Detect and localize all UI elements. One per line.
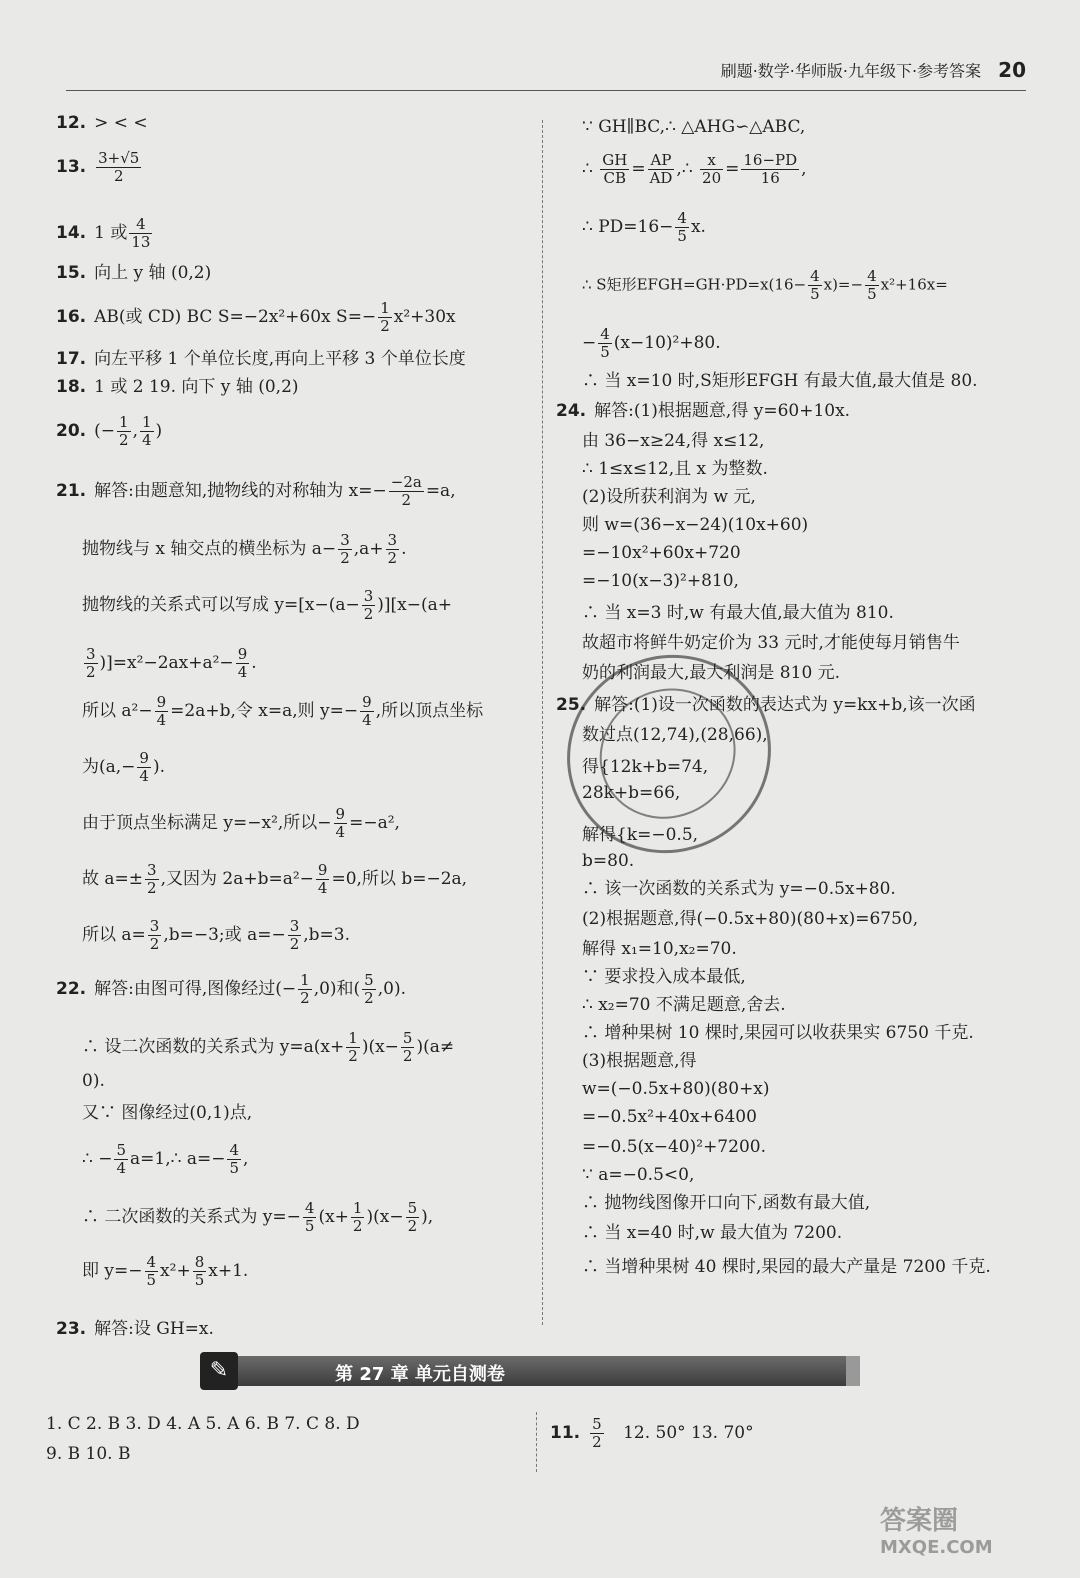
choice-answers-row1: 1. C 2. B 3. D 4. A 5. A 6. B 7. C 8. D (46, 1414, 360, 1434)
answer-number: 12. (56, 113, 87, 133)
answer-22-line: 即 y=− $\frac{4}{5}$ x²+ $\frac{8}{5}$ x+1. (82, 1253, 249, 1289)
solution-line: (3)根据题意,得 (582, 1051, 697, 1071)
watermark: 答案圈 MXQE.COM (880, 1506, 993, 1558)
answer-21-line: 故 a=± $\frac{3}{2}$ ,又因为 2a+b=a²− $\frac{9}{4}$ =0,所以 b=−2a, (82, 861, 468, 897)
page-header (66, 58, 1026, 91)
answer-23 (56, 1318, 214, 1340)
fraction: $\frac{3+√5}{2}$ (98, 149, 140, 185)
answer-21-line: 为(a,− $\frac{9}{4}$ ). (82, 749, 166, 785)
answer-text: 向左平移 1 个单位长度,再向上平移 3 个单位长度 (94, 349, 466, 369)
answer-21-line: 所以 a²− $\frac{9}{4}$ =2a+b,令 x=a,则 y=− $\frac{9}{4}$ ,所以顶点坐标 (82, 693, 484, 729)
solution-line: ∴ 1≤x≤12,且 x 为整数. (582, 459, 768, 479)
solution-line: ∴ 当 x=10 时,S矩形EFGH 有最大值,最大值是 80. (582, 371, 978, 391)
solution-line: 数过点(12,74),(28,66), (582, 725, 768, 745)
solution-line: (2)根据题意,得(−0.5x+80)(80+x)=6750, (582, 909, 919, 929)
answer-22-line: ∴ 二次函数的关系式为 y=− $\frac{4}{5}$ (x+ $\frac{1}{2}$ )(x− $\frac{5}{2}$ ), (82, 1199, 434, 1235)
fraction: $\frac{4}{13}$ (131, 215, 151, 251)
solution-line: 25. 解答:(1)设一次函数的表达式为 y=kx+b,该一次函 (556, 695, 976, 715)
answer-text: 解答:设 GH=x. (94, 1319, 214, 1339)
answer-number: 13. (56, 157, 87, 177)
solution-line: ∵ a=−0.5<0, (582, 1165, 695, 1185)
answer-16: 16. AB(或 CD) BC S=−2x²+60x S=− $\frac{1}{2}$ x²+30x (56, 299, 456, 335)
answer-number: 16. (56, 307, 87, 327)
answer-number: 15. (56, 263, 87, 283)
fill-answers: 11. $\frac{5}{2}$ 12. 50° 13. 70° (550, 1415, 754, 1451)
solution-line: ∴ 当 x=3 时,w 有最大值,最大值为 810. (582, 603, 894, 623)
solution-line: =−0.5x²+40x+6400 (582, 1107, 757, 1127)
chapter-banner (200, 1356, 860, 1386)
solution-line: − $\frac{4}{5}$ (x−10)²+80. (582, 325, 721, 361)
solution-line: ∴ 当 x=40 时,w 最大值为 7200. (582, 1223, 843, 1243)
answer-15 (56, 262, 211, 284)
answer-14 (56, 216, 154, 251)
answer-number: 14. (56, 223, 87, 243)
choice-answers-row2: 9. B 10. B (46, 1444, 131, 1464)
answer-text: 向上 y 轴 (0,2) (94, 263, 212, 283)
solution-line: ∴ x₂=70 不满足题意,舍去. (582, 995, 786, 1015)
answer-21-line: 21. 解答:由题意知,抛物线的对称轴为 x=− $\frac{-2a}{2}$ =a, (56, 473, 456, 509)
answer-22-line: ∴ − $\frac{5}{4}$ a=1,∴ a=− $\frac{4}{5}$ , (82, 1141, 249, 1177)
solution-line: 解得 x₁=10,x₂=70. (582, 939, 737, 959)
answer-21-line: $\frac{3}{2}$ )]=x²−2ax+a²− $\frac{9}{4}$ . (86, 645, 257, 681)
solution-line: ∴ 抛物线图像开口向下,函数有最大值, (582, 1193, 871, 1213)
chapter-title: 第 27 章 单元自测卷 (335, 1364, 505, 1385)
solution-line: =−10(x−3)²+810, (582, 571, 739, 591)
answer-text: 1 或 2 19. 向下 y 轴 (0,2) (94, 377, 299, 397)
answer-21-line: 抛物线与 x 轴交点的横坐标为 a− $\frac{3}{2}$ ,a+ $\frac{3}{2}$ . (82, 531, 407, 567)
solution-line: 则 w=(36−x−24)(10x+60) (582, 515, 809, 535)
solution-line: ∴ $\frac{GH}{CB}$ = $\frac{AP}{AD}$ ,∴ $\frac{x}{20}$ = $\frac{16-PD}{16}$ , (582, 151, 807, 187)
bottom-divider (536, 1412, 537, 1472)
answer-12 (56, 112, 148, 134)
answer-22-line: 又∵ 图像经过(0,1)点, (82, 1103, 253, 1123)
solution-line: 24. 解答:(1)根据题意,得 y=60+10x. (556, 401, 851, 421)
solution-line: ∴ 增种果树 10 棵时,果园可以收获果实 6750 千克. (582, 1023, 974, 1043)
solution-line: (2)设所获利润为 w 元, (582, 487, 756, 507)
solution-line: ∴ S矩形EFGH=GH·PD=x(16− $\frac{4}{5}$ x)=− $\frac{4}{5}$ x²+16x= (582, 267, 948, 303)
answer-text: > < < (94, 113, 148, 133)
answer-number: 17. (56, 349, 87, 369)
answer-text: 1 或 (94, 223, 128, 243)
answer-22-line: 22. 解答:由图可得,图像经过(− $\frac{1}{2}$ ,0)和( $\frac{5}{2}$ ,0). (56, 971, 406, 1007)
column-divider (542, 120, 543, 1325)
solution-line: 故超市将鲜牛奶定价为 33 元时,才能使每月销售牛 (582, 633, 960, 653)
answer-13 (56, 150, 143, 185)
answer-number: 18. (56, 377, 87, 397)
answer-21-line: 所以 a= $\frac{3}{2}$ ,b=−3;或 a=− $\frac{3}{2}$ ,b=3. (82, 917, 350, 953)
solution-line: w=(−0.5x+80)(80+x) (582, 1079, 770, 1099)
answer-18-19 (56, 376, 299, 398)
fraction: $\frac{1}{2}$ (380, 299, 390, 335)
answer-number: 23. (56, 1319, 87, 1339)
solution-line: =−0.5(x−40)²+7200. (582, 1137, 766, 1157)
solution-line: b=80. (582, 851, 635, 871)
solution-line: 28k+b=66, (582, 783, 681, 803)
answer-22-line: 0). (82, 1071, 105, 1091)
answer-20: 20. (− $\frac{1}{2}$ , $\frac{1}{4}$ ) (56, 413, 163, 449)
solution-line: =−10x²+60x+720 (582, 543, 741, 563)
solution-line: 由 36−x≥24,得 x≤12, (582, 431, 765, 451)
solution-line: 得{12k+b=74, (582, 757, 709, 777)
solution-line: ∴ PD=16− $\frac{4}{5}$ x. (582, 209, 706, 245)
solution-line: ∴ 当增种果树 40 棵时,果园的最大产量是 7200 千克. (582, 1257, 991, 1277)
solution-line: ∵ GH∥BC,∴ △AHG∽△ABC, (582, 117, 806, 137)
answer-17 (56, 348, 466, 370)
page-number: 20 (998, 58, 1026, 82)
answer-number: 20. (56, 421, 87, 441)
book-logo-icon: ✎ (200, 1352, 238, 1390)
solution-line: ∵ 要求投入成本最低, (582, 967, 746, 987)
answer-21-line: 抛物线的关系式可以写成 y=[x−(a− $\frac{3}{2}$ )][x−(a+ (82, 587, 453, 623)
solution-line: 解得{k=−0.5, (582, 825, 699, 845)
header-title: 刷题·数学·华师版·九年级下·参考答案 (720, 61, 982, 81)
answer-22-line: ∴ 设二次函数的关系式为 y=a(x+ $\frac{1}{2}$ )(x− $\frac{5}{2}$ )(a≠ (82, 1029, 455, 1065)
solution-line: ∴ 该一次函数的关系式为 y=−0.5x+80. (582, 879, 896, 899)
seal-stamp (532, 619, 806, 889)
solution-line: 奶的利润最大,最大利润是 810 元. (582, 663, 841, 683)
answer-21-line: 由于顶点坐标满足 y=−x²,所以− $\frac{9}{4}$ =−a², (82, 805, 400, 841)
